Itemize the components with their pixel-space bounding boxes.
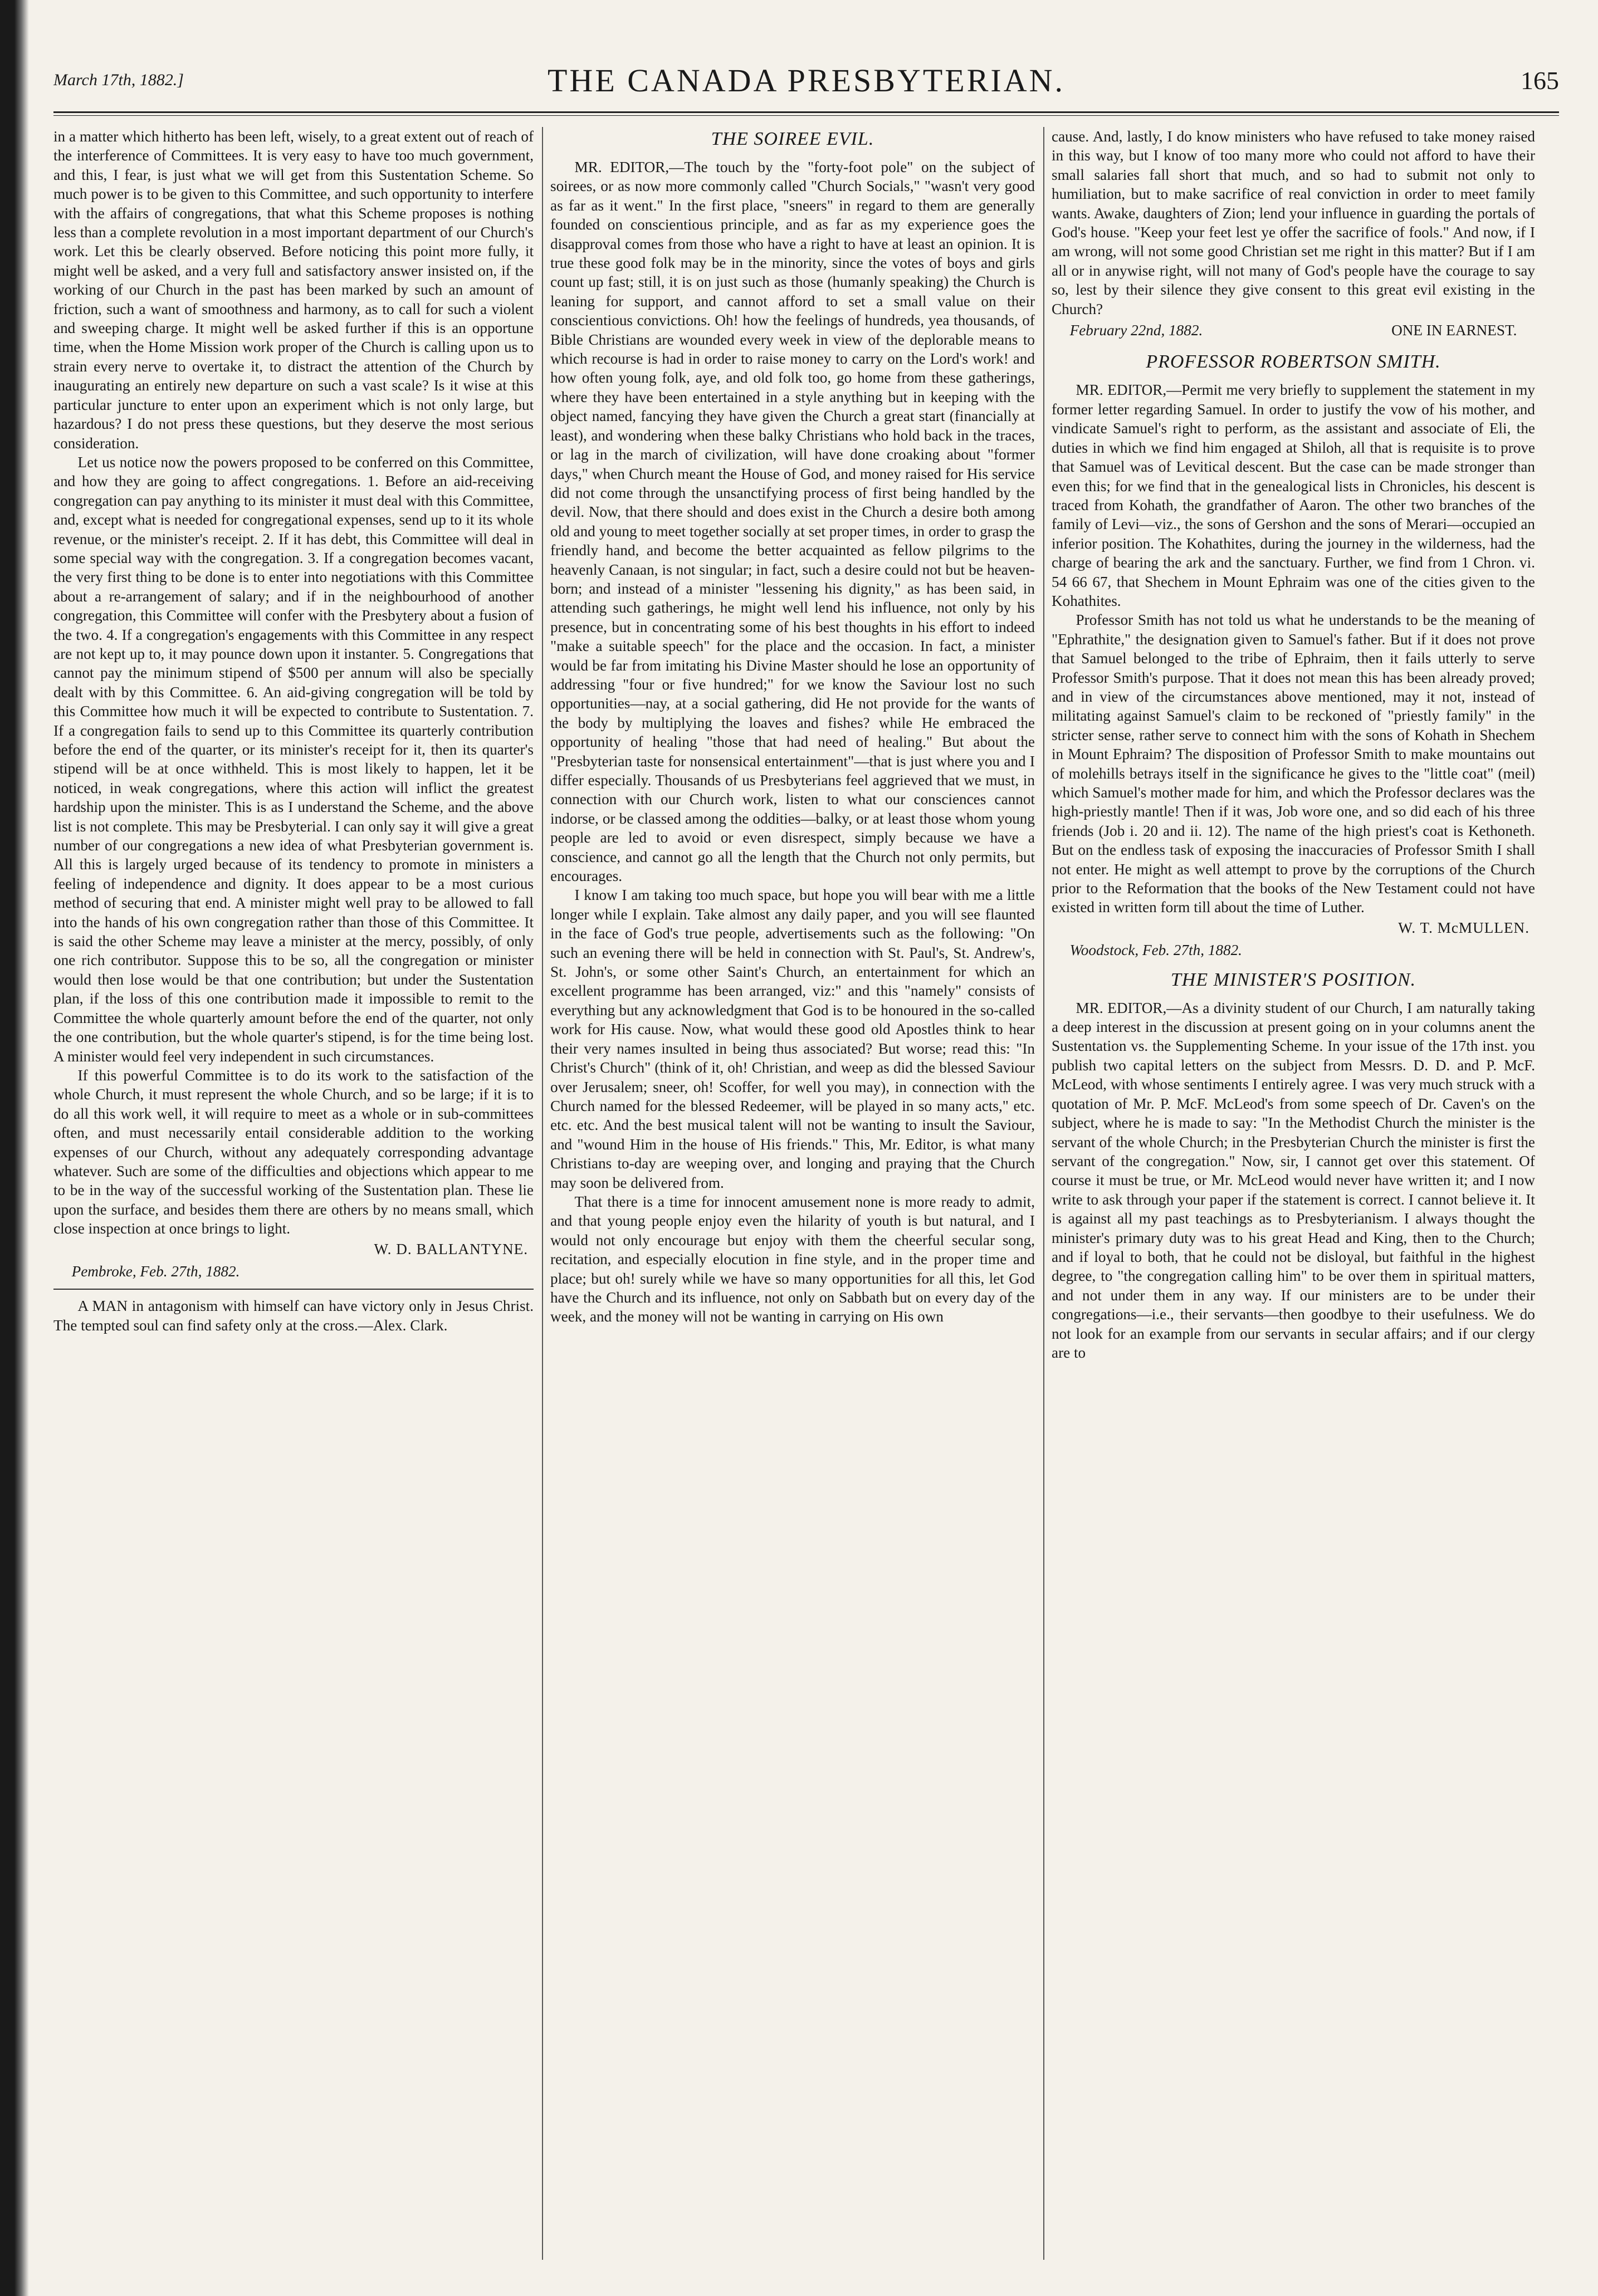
article-heading: PROFESSOR ROBERTSON SMITH. bbox=[1146, 351, 1441, 373]
body-paragraph: MR. EDITOR,—Permit me very briefly to supplement the statement in my former letter regarding Samuel. In order to justify the vow of his mother, and vindicate Samuel's right to perform, as the assistant and associate of Eli, the duties in which we find him engaged at Shiloh, all that is requisite is to prove that Samuel was of Levitical descent. But the case can be made stronger than even this; for we find that in the genealogical lists in Chronicles, his descent is traced from Kohath, the grandfather of Aaron. The other two branches of the family of Levi—viz., the sons of Gershon and the sons of Merari—occupied an inferior position. The Kohathites, during the journey in the wilderness, had the charge of bearing the ark and the sanctuary. Further, we find from 1 Chron. vi. 54 66 67, that Shechem in Mount Ephraim was one of the cities given to the Kohathites. bbox=[1052, 381, 1535, 609]
masthead bbox=[53, 53, 1559, 107]
newspaper-title: THE CANADA PRESBYTERIAN. bbox=[548, 62, 1065, 99]
letter-signature: W. T. McMULLEN. bbox=[1398, 919, 1529, 936]
letter-dateline: February 22nd, 1882. bbox=[1069, 322, 1203, 339]
body-paragraph: That there is a time for innocent amusement none is more ready to admit, and that young people enjoy even the hilarity of youth is but natural, and I would not only encourage but enjoy with them the cheerful secular song, recitation, and especially elocution in fine style, and in the proper time and place; but oh! surely while we have so many opportunities for all this, let God have the Church and its influence, not only on Sabbath but on every day of the week, and the money will not be wanting in carrying on His own bbox=[550, 1193, 1035, 1325]
body-paragraph: MR. EDITOR,—As a divinity student of our Church, I am naturally taking a deep interest in the discussion at present going on in your columns anent the Sustentation vs. the Supplementing Scheme. In your issue of the 17th inst. you publish two capital letters on the subject from Messrs. D. D. and P. McF. McLeod, with whose sentiments I entirely agree. I was very much struck with a quotation of Mr. P. McF. McLeod's from some speech of Dr. Caven's on the subject, where he is made to say: "In the Methodist Church the minister is the servant of the whole Church; in the Presbyterian Church the minister is first the servant of the congregation." Now, sir, I cannot get over this statement. Of course it must be true, or Mr. McLeod would never have written it; and I now write to ask through your paper if the statement is correct. I cannot believe it. It is against all my past teachings as to Presbyterianism. I always thought the minister's primary duty was to his great Head and King, then to the Church; and if loyal to both, that he could not be disloyal, but faithful in the highest degree, to "the congregation calling him" to be over them in spiritual matters, and not under them in any way. If our ministers are to be under their congregations—i.e., their servants—then goodbye to their usefulness. We do not look for an example from our servants in secular affairs; and if our clergy are to bbox=[1052, 999, 1535, 1361]
body-paragraph: I know I am taking too much space, but hope you will bear with me a little longer while I explain. Take almost any daily paper, and you will see flaunted in the face of God's true people, advertisements such as the following: "On such an evening there will be held in connection with St. Paul's, St. Andrew's, St. John's, or some other Saint's Church, an entertainment for which an excellent programme has been arranged, viz:" and this "namely" consists of everything but any acknowledgment that God is to be honoured in the so-called work for His cause. Now, what would these good old Apostles think to hear their very names insulted in being thus associated? But worse; read this: "In Christ's Church" (think of it, oh! Christian, and weep as did the blessed Saviour over Jerusalem; sneer, oh! Scoffer, for well you may), in connection with the Church named for the blessed Redeemer, will be played in so many acts," etc. etc. etc. And the best musical talent will not be wanting to insult the Saviour, and "wound Him in the house of His friends." This, Mr. Editor, is what many Christians to-day are weeping over, and longing and praying that the Church may soon be delivered from. bbox=[550, 887, 1035, 1191]
body-paragraph: A MAN in antagonism with himself can have victory only in Jesus Christ. The tempted soul can find safety only at the cross.—Alex. Clark. bbox=[53, 1298, 534, 1334]
column-divider bbox=[1043, 127, 1044, 2260]
page-number: 165 bbox=[1521, 66, 1559, 95]
body-paragraph: in a matter which hitherto has been left, wisely, to a great extent out of reach of the interference of Committees. It is very easy to have too much government, and this, I fear, is just what we will get from this Sustentation Scheme. So much power is to be given to this Committee, and such opportunity to interfere with the affairs of congregations, that what this Scheme proposes is nothing less than a complete revolution in a most important department of our Church's work. Let this be clearly observed. Before noticing this point more fully, it might well be asked, and a very full and satisfactory answer insisted on, if the working of our Church in the past has been marked by such an amount of friction, such a want of smoothness and harmony, as to call for such a violent and sweeping charge. It might well be asked further if this is an opportune time, when the Home Mission work proper of the Church is calling upon us to strain every nerve to overtake it, to distract the attention of the Church by inaugurating an entirely new departure on such a vast scale? Is it wise at this particular juncture to enter upon an experiment which is not only large, but hazardous? I do not press these questions, but they deserve the most serious consideration. bbox=[53, 128, 534, 452]
article-heading: THE MINISTER'S POSITION. bbox=[1170, 969, 1416, 990]
body-paragraph: cause. And, lastly, I do know ministers who have refused to take money raised in this way, but I know of too many more who could not afford to have their small salaries fall short that much, and so had to submit not only to humiliation, but to make sacrifice of real conviction in order to meet family wants. Awake, daughters of Zion; lend your influence in guarding the portals of God's house. "Keep your feet lest ye offer the sacrifice of fools." And now, if I am wrong, will not some good Christian set me right in this matter? But if I am all or in anywise right, will not many of God's people have the courage to say so, lest by their silence they give consent to this great evil existing in the Church? bbox=[1052, 128, 1535, 317]
column-3 bbox=[1052, 127, 1535, 2277]
letter-signature: ONE IN EARNEST. bbox=[1391, 322, 1517, 339]
issue-date: March 17th, 1882.] bbox=[53, 71, 184, 89]
body-paragraph: MR. EDITOR,—The touch by the "forty-foot pole" on the subject of soirees, or as now more commonly called "Church Socials," "wasn't very good as far as it went." In the first place, "sneers" in regard to them are generally founded on conscientious principle, and as far as my experience goes the disapproval comes from those who have a right to have at least an opinion. It is true these good folk may be in the minority, since the votes of boys and girls count up fast; still, it is on just such as those (humanly speaking) the Church is leaning for support, and cannot afford to set a small value on their conscientious convictions. Oh! how the feelings of hundreds, yea thousands, of Bible Christians are wounded every week in view of the deplorable means to which recourse is had in order to raise money to carry on the Lord's work! and how often young folk, aye, and old folk too, go home from these gatherings, where they have been entertained in a style anything but in keeping with the object named, fancying they have given the Church a great start (financially at least), and wondering when these balky Christians who hold back in the traces, or lag in the march of civilization, will have done croaking about "former days," when Church meant the House of God, and money raised for His service did not come through the unsanctifying process of first being handled by the devil. Now, that there should and does exist in the Church a desire both among old and young to meet together socially at set proper times, in order to grasp the friendly hand, and become the better acquainted as fellow pilgrims to the heavenly Canaan, is not singular; in fact, such a desire could not but be heaven-born; and instead of a minister "lessening his dignity," as has been said, in attending such gatherings, he might well lend his influence, not only by his presence, but in concentrating some of his best thoughts in his effort to indeed "make a suitable speech" for the place and the occasion. In fact, a minister would be far from imitating his Divine Master should he lose an opportunity of addressing "four or five hundred;" for we know the Saviour lost no such opportunities—nay, at a social gathering, did He not provide for the wants of the body by multiplying the loaves and fishes? while He embraced the opportunity of healing "those that had need of healing." But about the "Presbyterian taste for nonsensical entertainment"—that is just where you and I differ especially. Thousands of us Presbyterians feel aggrieved that we must, in connection with our Church work, listen to what our consciences cannot indorse, or be classed among the oddities—balky, or at least those whom young people are led to avoid or even disrespect, simply because we have a conscience, and cannot go all the length that the Church not only permits, but encourages. bbox=[550, 159, 1035, 885]
column-1 bbox=[53, 127, 534, 2277]
body-paragraph: Professor Smith has not told us what he understands to be the meaning of "Ephrathite," the designation given to Samuel's father. But if it does not prove that Samuel belonged to the tribe of Ephraim, then it fails utterly to serve Professor Smith's purpose. That it does not mean this has been already proved; and in view of the circumstances above mentioned, may it not, instead of militating against Samuel's claim to be reckoned of "priestly family" in the stricter sense, rather serve to connect him with the sons of Kohath in Shechem in Mount Ephraim? The disposition of Professor Smith to make mountains out of molehills betrays itself in the significance he gives to the "little coat" (meil) which Samuel's mother made for him, and which the Professor declares was the high-priestly mantle! Then if it was, Job wore one, and so did each of his three friends (Job i. 20 and ii. 12). The name of the high priest's coat is Kethoneth. But on the endless task of exposing the inaccuracies of Professor Smith I shall not enter. He might as well attempt to prove by the corruptions of the Church prior to the Reformation that the books of the New Testament could not have existed in written form till about the time of Luther. bbox=[1052, 611, 1535, 916]
page-binding-edge bbox=[0, 0, 29, 2296]
column-divider bbox=[542, 127, 543, 2260]
column-2 bbox=[550, 127, 1035, 2277]
letter-signoff bbox=[1052, 321, 1535, 340]
body-paragraph: If this powerful Committee is to do its work to the satisfaction of the whole Church, it must represent the whole Church, and so be large; if it is to do all this work well, it will require to meet as a whole or in sub-committees often, and must necessarily entail considerable addition to the working expenses of our Church, without any adequately corresponding advantage whatever. Such are some of the difficulties and objections which appear to me to be in the way of the successful working of the Sustentation plan. These lie upon the surface, and besides them there are others by no means small, which close inspection at once brings to light. bbox=[53, 1066, 534, 1237]
letter-signature: W. D. BALLANTYNE. bbox=[374, 1240, 528, 1257]
section-separator bbox=[53, 1289, 534, 1290]
letter-dateline: Pembroke, Feb. 27th, 1882. bbox=[71, 1262, 240, 1280]
letter-dateline: Woodstock, Feb. 27th, 1882. bbox=[1069, 942, 1242, 959]
masthead-rule bbox=[53, 111, 1559, 116]
body-paragraph: Let us notice now the powers proposed to be conferred on this Committee, and how they are going to affect congregations. 1. Before an aid-receiving congregation can pay anything to its minister it must deal with this Committee, and, except what is needed for congregational expenses, send up to it its whole revenue, or the minister's receipt. 2. If it has debt, this Committee will deal in some special way with the congregation. 3. If a congregation becomes vacant, the very first thing to be done is to enter into negotiations with this Committee about a re-arrangement of salary; and if in the neighbourhood of another congregation, this Committee will confer with the Presbytery about a fusion of the two. 4. If a congregation's engagements with this Committee in any respect are not kept up to, it may pounce down upon it instanter. 5. Congregations that cannot pay the minimum stipend of $500 per annum will also be specially dealt with by this Committee. 6. An aid-giving congregation will be told by this Committee how much it will be expected to contribute to Sustentation. 7. If a congregation fails to send up to this Committee its quarterly contribution before the end of the quarter, or its minister's receipt for it, then its quarter's stipend will be at once withheld. This is most likely to happen, let it be noticed, in weak congregations, where this action will inflict the greatest hardship upon the minister. This is as I understand the Scheme, and the above list is not complete. This may be Presbyterial. I can only say it will give a great number of our congregations a new idea of what Presbyterian government is. All this is largely urged because of its tendency to promote in ministers a feeling of independence and dignity. It does appear to be a most curious method of securing that end. A minister might well pray to be allowed to fall into the hands of his own congregation rather than those of this Committee. It is said the other Scheme may leave a minister at the mercy, possibly, of only one rich contributor. Suppose this to be so, all the congregation or minister would then lose would be that one contribution; but under the Sustentation plan, if the loss of this one contribution made it impossible to remit to the Committee the whole quarterly amount before the end of the quarter, not only the one contribution, but the whole quarter's stipend, is for the time being lost. A minister would feel very independent in such circumstances. bbox=[53, 453, 534, 1065]
article-heading: THE SOIREE EVIL. bbox=[711, 129, 874, 149]
